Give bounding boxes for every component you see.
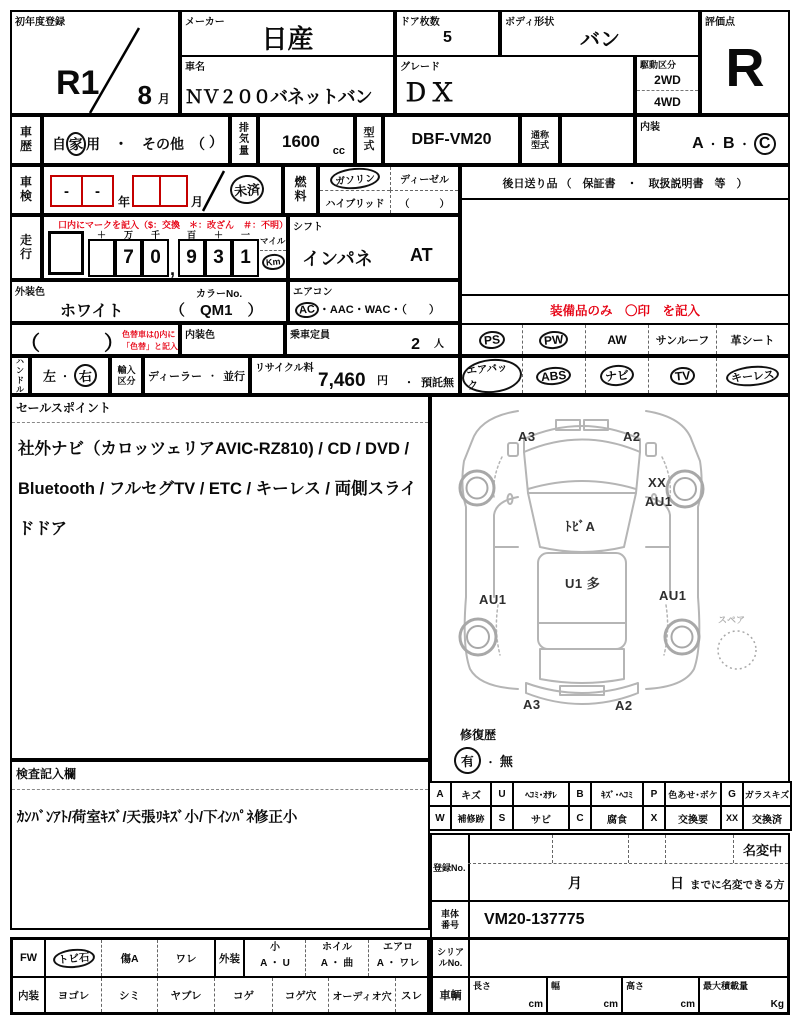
import-cell: ディーラー ・ 並行	[143, 356, 250, 395]
equip-tv: TV	[648, 358, 716, 393]
damage-mark: A2	[623, 429, 641, 444]
regno-month: 月	[568, 875, 582, 891]
legend-code: C	[568, 805, 592, 831]
equipment-row-2	[460, 356, 790, 395]
color-number-label: カラーNo.	[196, 289, 243, 300]
maker-label: メーカー	[185, 17, 225, 28]
digit-header: ＋	[213, 230, 223, 240]
name-change-status: 名変中	[742, 843, 782, 858]
damage-mark: A3	[523, 697, 541, 712]
interior-grade-options: A ・ B ・ C	[692, 133, 776, 155]
legend-code: S	[490, 805, 514, 831]
inspector-notes-text: ｶﾝﾊﾞﾝｱﾄ/荷室ｷｽﾞ/天張ﾘｷｽﾞ小/下ｲﾝﾊﾟﾈ修正小	[17, 810, 298, 826]
interior-color-label: 内装色	[185, 330, 215, 341]
history-value: 自 家 用 ・ その他 （	[52, 132, 205, 156]
int-koge-ana: コゲ穴	[272, 978, 328, 1012]
recycle-fee-value: 7,460	[318, 370, 366, 391]
mileage-label-cell	[10, 215, 42, 280]
drive-4wd: 4WD	[654, 95, 681, 109]
exterior-color-value: ホワイト	[60, 303, 124, 320]
digit-header: 千	[150, 230, 160, 240]
vehicle-label: 車輌	[433, 978, 470, 1012]
dim-max-load: 最大積載量 Kg	[703, 981, 784, 1010]
interior-color-cell	[180, 323, 285, 356]
fuel-label-cell	[283, 165, 318, 215]
ext-col-small: 小 A ・ U	[260, 942, 290, 969]
registration-label: 登録No.	[433, 863, 466, 873]
equip-abs: ABS	[522, 358, 585, 393]
equip-aw: AW	[585, 325, 648, 354]
legend-code: XX	[720, 805, 744, 831]
odometer-digit: 0	[142, 239, 169, 277]
dim-length: 長さ cm	[470, 978, 548, 1012]
circled-handle-right: 右	[73, 363, 98, 388]
circled-interior-grade-c: C	[754, 132, 777, 156]
car-name-value: ＮＶ２００バネットバン	[185, 87, 372, 107]
legend-code: B	[568, 781, 592, 807]
bottom-left-table	[10, 937, 430, 1015]
equip-ps: PS	[462, 325, 522, 354]
circled-repair-yes: 有	[453, 746, 482, 775]
month-unit: 月	[157, 92, 170, 106]
fw-ware: ワレ	[157, 940, 214, 976]
digit-header: 百	[186, 230, 196, 240]
legend-desc: キズ	[450, 781, 492, 807]
aircon-cell	[288, 280, 460, 323]
shaken-slash	[200, 169, 226, 213]
odometer-digit	[88, 239, 115, 277]
legend-code: G	[720, 781, 744, 807]
import-label-cell	[110, 356, 143, 395]
shaken-month-box1	[132, 175, 161, 207]
recycle-status: 預託無	[421, 377, 454, 389]
equip-leather-seat: 革シート	[716, 325, 788, 354]
legend-desc: 交換要	[664, 805, 722, 831]
model-code-value: DBF-VM20	[383, 115, 520, 165]
fuel-other: （ ）	[390, 190, 458, 213]
shift-label: シフト	[293, 222, 323, 233]
damage-legend	[430, 783, 792, 831]
mileage-cell	[42, 215, 288, 280]
fuel-diesel: ディーゼル	[390, 167, 458, 190]
capacity-unit: 人	[434, 339, 444, 350]
legend-desc: 補修跡	[450, 805, 492, 831]
mileage-note: 口内にマークを記入（$：交換 ＊：改ざん ＃：不明）	[58, 220, 289, 230]
int-audio-ana: オーディオ穴	[328, 978, 395, 1012]
equipment-row-1	[460, 323, 790, 356]
color-number-value: （ QM1 ）	[170, 302, 263, 319]
serial-label-cell	[433, 940, 470, 976]
shaken-label: 車検	[20, 175, 33, 203]
spare-tire-circle	[718, 631, 756, 669]
handle-label-cell	[10, 356, 30, 395]
legend-code: A	[428, 781, 452, 807]
digit-header: 万	[123, 230, 133, 240]
model-code-label-cell	[355, 115, 383, 165]
common-code-label: 通称型式	[531, 129, 550, 150]
chassis-box	[430, 900, 790, 939]
shaken-cell	[42, 165, 283, 215]
shift-value: インパネ	[302, 249, 373, 269]
fw-kizu-a: 傷A	[101, 940, 157, 976]
grade-cell	[395, 55, 635, 115]
inspector-notes-label: 検査記入欄	[12, 762, 428, 790]
sales-point-line2: Bluetooth / フルセグTV / ETC / キーレス / 両側スライ	[18, 480, 417, 498]
circled-gasoline: ガソリン	[329, 166, 381, 191]
registration-box	[430, 833, 790, 902]
inspector-notes-box	[10, 760, 430, 930]
displacement-label: 排気量	[239, 122, 249, 157]
ext-col-wheel: ホイル A ・ 曲	[305, 940, 368, 976]
maker-cell	[180, 10, 395, 57]
repair-history-value: 有 ・ 無	[454, 747, 513, 774]
damage-mark: A2	[615, 698, 633, 713]
legend-desc: ｷｽﾞ･ﾍｺﾐ	[590, 781, 644, 807]
divider	[468, 863, 788, 864]
equip-airbag: エアバック	[462, 358, 522, 393]
odometer-digit: 3	[205, 239, 232, 277]
odometer-box-large	[48, 231, 84, 275]
repair-history-label: 修復歴	[460, 728, 497, 742]
legend-desc: 腐食	[590, 805, 644, 831]
grade-label: グレード	[400, 62, 440, 73]
fuel-grid	[318, 165, 460, 215]
diagonal-slash	[12, 12, 182, 117]
legend-code: P	[642, 781, 666, 807]
shaken-year-box1: -	[50, 175, 83, 207]
sales-point-line1: 社外ナビ（カロッツェリアAVIC-RZ810) / CD / DVD /	[18, 440, 410, 458]
digit-header: ＋	[96, 230, 106, 240]
damage-mark: U1 多	[565, 576, 601, 591]
damage-mark: A3	[518, 429, 536, 444]
history-label: 車歴	[20, 125, 33, 153]
unit-divider	[260, 250, 286, 251]
common-code-value-cell	[560, 115, 635, 165]
equipment-note: 装備品のみ 〇印 を記入	[460, 294, 790, 325]
interior-row-label: 内装	[13, 978, 46, 1012]
score-label: 評価点	[705, 17, 735, 28]
displacement-cell	[258, 115, 355, 165]
legend-desc: 色あせ･ボケ	[664, 781, 722, 807]
circled-km-unit: Km	[261, 253, 285, 271]
drive-type-label: 駆動区分	[640, 60, 677, 70]
unit-mile: マイル	[260, 236, 286, 246]
legend-code: W	[428, 805, 452, 831]
legend-row-2	[430, 807, 792, 831]
damage-mark: XX	[648, 475, 667, 490]
color-change-cell	[10, 323, 180, 356]
score-cell	[700, 10, 790, 115]
int-sure: スレ	[395, 978, 427, 1012]
damage-mark: AU1	[645, 494, 673, 509]
equip-keyless: キーレス	[716, 358, 788, 393]
dim-width: 幅 cm	[548, 978, 623, 1012]
legend-code: X	[642, 805, 666, 831]
damage-mark: ﾄﾋﾞA	[565, 519, 596, 534]
recycle-fee-label: リサイクル料	[255, 363, 314, 374]
spare-label: スペア	[718, 615, 746, 625]
displacement-unit: cc	[332, 145, 345, 157]
circled-ac: AC	[294, 301, 319, 319]
later-delivery-cell: 後日送り品 （ 保証書 ・ 取扱説明書 等 ）	[460, 165, 790, 200]
int-yabure: ヤブレ	[157, 978, 214, 1012]
doors-value: 5	[443, 28, 452, 46]
fw-tobi-ishi: トビ石	[46, 940, 101, 976]
sales-point-box	[10, 395, 430, 760]
serial-label: シリアルNo.	[436, 947, 464, 968]
legend-desc: ﾍｺﾐ･ｵｻﾚ	[512, 781, 570, 807]
fuel-hybrid: ハイブリッド	[320, 190, 390, 213]
shaken-month-box2	[159, 175, 188, 207]
mileage-label: 走行	[20, 232, 33, 261]
equip-pw: PW	[522, 325, 585, 354]
body-shape-value: バン	[580, 29, 620, 51]
legend-code: U	[490, 781, 514, 807]
digit-header: 一	[240, 230, 250, 240]
sales-point-label: セールスポイント	[12, 397, 428, 423]
exterior-small-label: 外装	[214, 940, 245, 976]
body-shape-label: ボディ形状	[505, 17, 555, 28]
first-registration-year: R1	[56, 64, 100, 102]
car-diagram-box	[430, 395, 790, 785]
recycle-fee-unit: 円	[377, 375, 388, 387]
empty-box-right	[460, 198, 790, 296]
fuel-label: 燃料	[294, 175, 307, 203]
legend-row-1	[430, 783, 792, 807]
odometer-digit: 9	[178, 239, 205, 277]
chassis-value: VM20-137775	[484, 911, 585, 928]
color-change-paren-close: ）	[104, 333, 124, 355]
legend-desc: ガラスキズ	[742, 781, 792, 807]
first-registration-cell	[10, 10, 180, 115]
color-change-paren-open: （	[20, 333, 40, 355]
handle-cell: 左 ・ 右	[30, 356, 110, 395]
capacity-label: 乗車定員	[290, 330, 330, 341]
ext-col-aero: エアロ A ・ ワレ	[368, 940, 427, 976]
divider	[665, 835, 666, 863]
aircon-options: AC ・AAC・WAC・（ ）	[295, 301, 440, 318]
doors-label: ドア枚数	[400, 17, 440, 28]
shaken-year-box2: -	[81, 175, 114, 207]
color-change-note: 色替車は()内に 「色替」と記入	[122, 330, 178, 351]
legend-desc: サビ	[512, 805, 570, 831]
body-shape-cell	[500, 10, 700, 57]
divider	[468, 835, 470, 900]
shaken-label-cell	[10, 165, 42, 215]
exterior-color-label: 外装色	[15, 287, 45, 298]
history-label-cell	[10, 115, 42, 165]
handle-label: ハンドル	[16, 357, 24, 394]
displacement-label-cell	[230, 115, 258, 165]
first-registration-month: 8	[137, 80, 152, 110]
shaken-year-unit: 年	[118, 195, 131, 209]
repair-no: 無	[499, 754, 513, 769]
recycle-dot: ・	[404, 378, 414, 389]
capacity-cell	[285, 323, 460, 356]
import-label: 輸入区分	[117, 365, 136, 386]
history-paren-close: ）	[209, 134, 223, 150]
transmission-value: AT	[410, 245, 433, 265]
dim-height: 高さ cm	[623, 978, 700, 1012]
sales-point-line3: ドドア	[18, 520, 68, 538]
damage-mark: AU1	[659, 588, 687, 603]
divider	[733, 835, 734, 863]
shaken-stamp: 未済	[229, 174, 265, 206]
car-name-cell	[180, 55, 395, 115]
odometer-comma: ,	[170, 259, 176, 279]
maker-value: 日産	[261, 24, 314, 54]
first-registration-label: 初年度登録	[15, 17, 65, 28]
circled-private-use: 家	[65, 131, 87, 157]
equip-sunroof: サンルーフ	[648, 325, 716, 354]
odometer-digit: 7	[115, 239, 142, 277]
interior-grade-cell	[635, 115, 790, 165]
shaken-month-unit: 月	[191, 195, 204, 209]
regno-day: 日	[670, 875, 684, 891]
recycle-fee-cell	[250, 356, 460, 395]
capacity-value: 2	[411, 336, 420, 353]
score-value: R	[725, 37, 765, 98]
chassis-label-cell	[432, 902, 470, 937]
shift-cell	[288, 215, 460, 280]
int-shimi: シミ	[101, 978, 157, 1012]
doors-cell	[395, 10, 500, 57]
int-yogore: ヨゴレ	[57, 989, 90, 1002]
divider	[628, 835, 629, 863]
history-cell	[42, 115, 230, 165]
interior-grade-label: 内装	[640, 122, 660, 133]
odometer-digit: 1	[232, 239, 259, 277]
damage-mark: AU1	[479, 592, 507, 607]
car-name-label: 車名	[185, 62, 205, 73]
grade-value: ＤＸ	[403, 79, 458, 107]
chassis-label: 車体番号	[441, 909, 460, 930]
int-koge: コゲ	[214, 978, 272, 1012]
fuel-gasoline	[320, 167, 390, 190]
equip-navi: ナビ	[585, 358, 648, 393]
drive-2wd: 2WD	[637, 69, 698, 91]
fw-label: FW	[13, 940, 46, 976]
regno-note: までに名変できる方	[690, 879, 785, 891]
exterior-color-cell	[10, 280, 288, 323]
displacement-value: 1600	[282, 132, 320, 151]
bottom-right-table	[430, 937, 790, 1015]
legend-desc: 交換済	[742, 805, 792, 831]
model-code-label: 型式	[363, 127, 375, 152]
aircon-label: エアコン	[293, 287, 333, 298]
drive-type-cell	[635, 55, 700, 115]
common-code-label-cell	[520, 115, 560, 165]
divider	[552, 835, 553, 863]
